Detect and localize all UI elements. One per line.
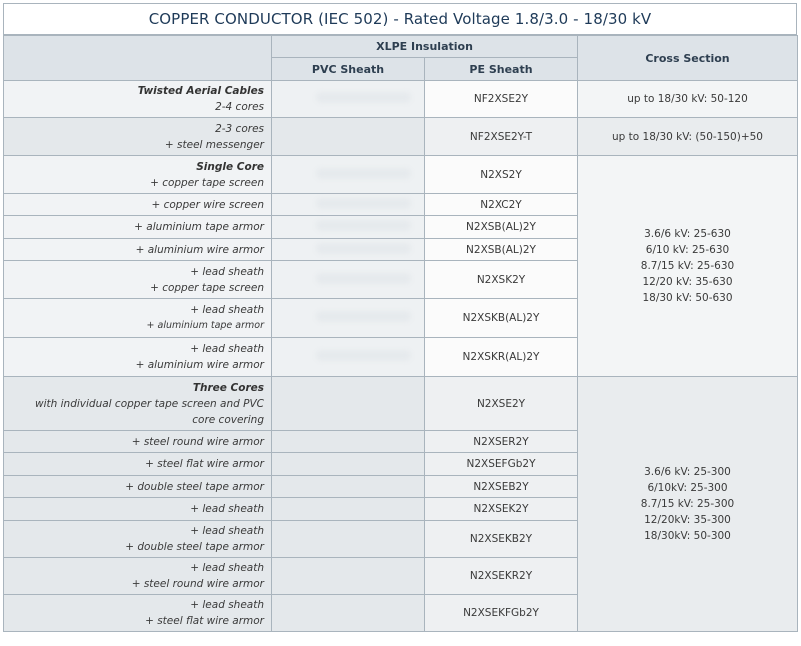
pe-cell: NF2XSE2Y: [425, 81, 578, 118]
row-label-bold: Single Core: [196, 160, 264, 173]
row-label: + aluminium tape armor: [4, 216, 272, 239]
cs-line: 18/30kV: 50-300: [644, 530, 731, 542]
three-core-cross-section-cell: [578, 377, 798, 632]
row-label-sub: core covering: [192, 413, 264, 426]
pe-cell: N2XSKR(AL)2Y: [425, 338, 578, 377]
row-label: [4, 521, 272, 558]
row-label: [4, 595, 272, 632]
row-label-bold: Twisted Aerial Cables: [137, 85, 264, 97]
row-label-sub: + steel round wire armor: [131, 578, 264, 590]
row-label: + copper wire screen: [4, 194, 272, 216]
row-label: + double steel tape armor: [4, 476, 272, 498]
row-label-sub: + aluminium tape armor: [146, 320, 264, 331]
row-label-sub: + steel flat wire armor: [145, 615, 264, 627]
row-label: + steel flat wire armor: [4, 453, 272, 476]
table-row: [4, 377, 798, 431]
row-label-sub: + copper tape screen: [150, 176, 264, 189]
pvc-cell: [272, 595, 425, 632]
pvc-cell: [272, 338, 425, 377]
row-label-sub: + steel messenger: [164, 138, 264, 151]
pvc-cell: [272, 239, 425, 261]
pvc-cell: [272, 431, 425, 453]
pvc-cell: [272, 453, 425, 476]
pe-cell: N2XS2Y: [425, 156, 578, 194]
row-label: [4, 118, 272, 156]
pvc-cell: [272, 299, 425, 338]
row-label-line: + lead sheath: [190, 599, 264, 611]
cs-line: 12/20 kV: 35-630: [642, 276, 733, 288]
cross-section-cell: up to 18/30 kV: 50-120: [578, 81, 798, 118]
single-core-cross-section-cell: [578, 156, 798, 377]
pvc-cell: [272, 216, 425, 239]
pe-cell: N2XSEKB2Y: [425, 521, 578, 558]
pvc-cell: [272, 558, 425, 595]
cs-line: 6/10 kV: 25-630: [645, 244, 730, 256]
row-label-sub: + aluminium wire armor: [135, 359, 264, 371]
row-label: [4, 156, 272, 194]
header-row-1: [4, 36, 798, 58]
blurred-value: [316, 198, 411, 209]
cable-spec-table: [3, 35, 798, 632]
corner-header: [4, 36, 272, 81]
row-label: + steel round wire armor: [4, 431, 272, 453]
row-label-sub: + double steel tape armor: [125, 541, 264, 553]
row-label: [4, 299, 272, 338]
pvc-cell: [272, 498, 425, 521]
pe-cell: NF2XSE2Y-T: [425, 118, 578, 156]
pe-cell: N2XSEKR2Y: [425, 558, 578, 595]
pe-cell: N2XSB(AL)2Y: [425, 239, 578, 261]
pe-cell: N2XSB(AL)2Y: [425, 216, 578, 239]
pe-cell: N2XSEB2Y: [425, 476, 578, 498]
cs-line: 18/30 kV: 50-630: [642, 292, 733, 304]
pe-cell: N2XSE2Y: [425, 377, 578, 431]
pe-cell: N2XSK2Y: [425, 261, 578, 299]
row-label: + lead sheath: [4, 498, 272, 521]
blurred-value: [316, 243, 411, 254]
row-label: [4, 558, 272, 595]
cs-line: 6/10kV: 25-300: [647, 482, 728, 494]
row-label-line: + lead sheath: [190, 525, 264, 537]
pe-cell: N2XSEK2Y: [425, 498, 578, 521]
pe-cell: N2XC2Y: [425, 194, 578, 216]
row-label-line: + lead sheath: [190, 343, 264, 355]
cs-line: 8.7/15 kV: 25-300: [640, 498, 735, 510]
pvc-cell: [272, 261, 425, 299]
row-label-line: + lead sheath: [190, 304, 264, 316]
blurred-value: [316, 350, 411, 361]
row-label: [4, 81, 272, 118]
pvc-cell: [272, 81, 425, 118]
table-title: COPPER CONDUCTOR (IEC 502) - Rated Voltage 1.8/3.0 - 18/30 kV: [3, 3, 797, 35]
row-label-sub: + copper tape screen: [150, 281, 264, 294]
pvc-cell: [272, 156, 425, 194]
pvc-cell: [272, 194, 425, 216]
pvc-cell: [272, 476, 425, 498]
row-label-line: + lead sheath: [190, 562, 264, 574]
cs-line: 3.6/6 kV: 25-300: [644, 466, 731, 478]
row-label-line: 2-3 cores: [215, 122, 264, 135]
pe-cell: N2XSER2Y: [425, 431, 578, 453]
row-label: [4, 261, 272, 299]
row-label-bold: Three Cores: [192, 381, 264, 394]
row-label-sub: 2-4 cores: [215, 101, 264, 113]
table-row: [4, 118, 798, 156]
table-row: [4, 81, 798, 118]
pe-cell: N2XSKB(AL)2Y: [425, 299, 578, 338]
pe-sheath-header: PE Sheath: [425, 58, 578, 81]
cs-line: 12/20kV: 35-300: [644, 514, 731, 526]
row-label: [4, 338, 272, 377]
pe-cell: N2XSEKFGb2Y: [425, 595, 578, 632]
cs-line: 3.6/6 kV: 25-630: [644, 228, 731, 240]
pvc-sheath-header: PVC Sheath: [272, 58, 425, 81]
blurred-value: [316, 220, 411, 231]
cs-line: 8.7/15 kV: 25-630: [640, 260, 735, 272]
row-label-sub: with individual copper tape screen and PVC: [35, 397, 264, 410]
row-label: [4, 377, 272, 431]
row-label: + aluminium wire armor: [4, 239, 272, 261]
cross-section-cell: up to 18/30 kV: (50-150)+50: [578, 118, 798, 156]
blurred-value: [316, 311, 411, 322]
pvc-cell: [272, 118, 425, 156]
blurred-value: [316, 168, 411, 179]
cross-section-header: Cross Section: [578, 36, 798, 81]
xlpe-insulation-header: XLPE Insulation: [272, 36, 578, 58]
blurred-value: [316, 92, 411, 103]
pvc-cell: [272, 521, 425, 558]
row-label-line: + lead sheath: [190, 265, 264, 278]
table-row: [4, 156, 798, 194]
pvc-cell: [272, 377, 425, 431]
pe-cell: N2XSEFGb2Y: [425, 453, 578, 476]
blurred-value: [316, 273, 411, 284]
